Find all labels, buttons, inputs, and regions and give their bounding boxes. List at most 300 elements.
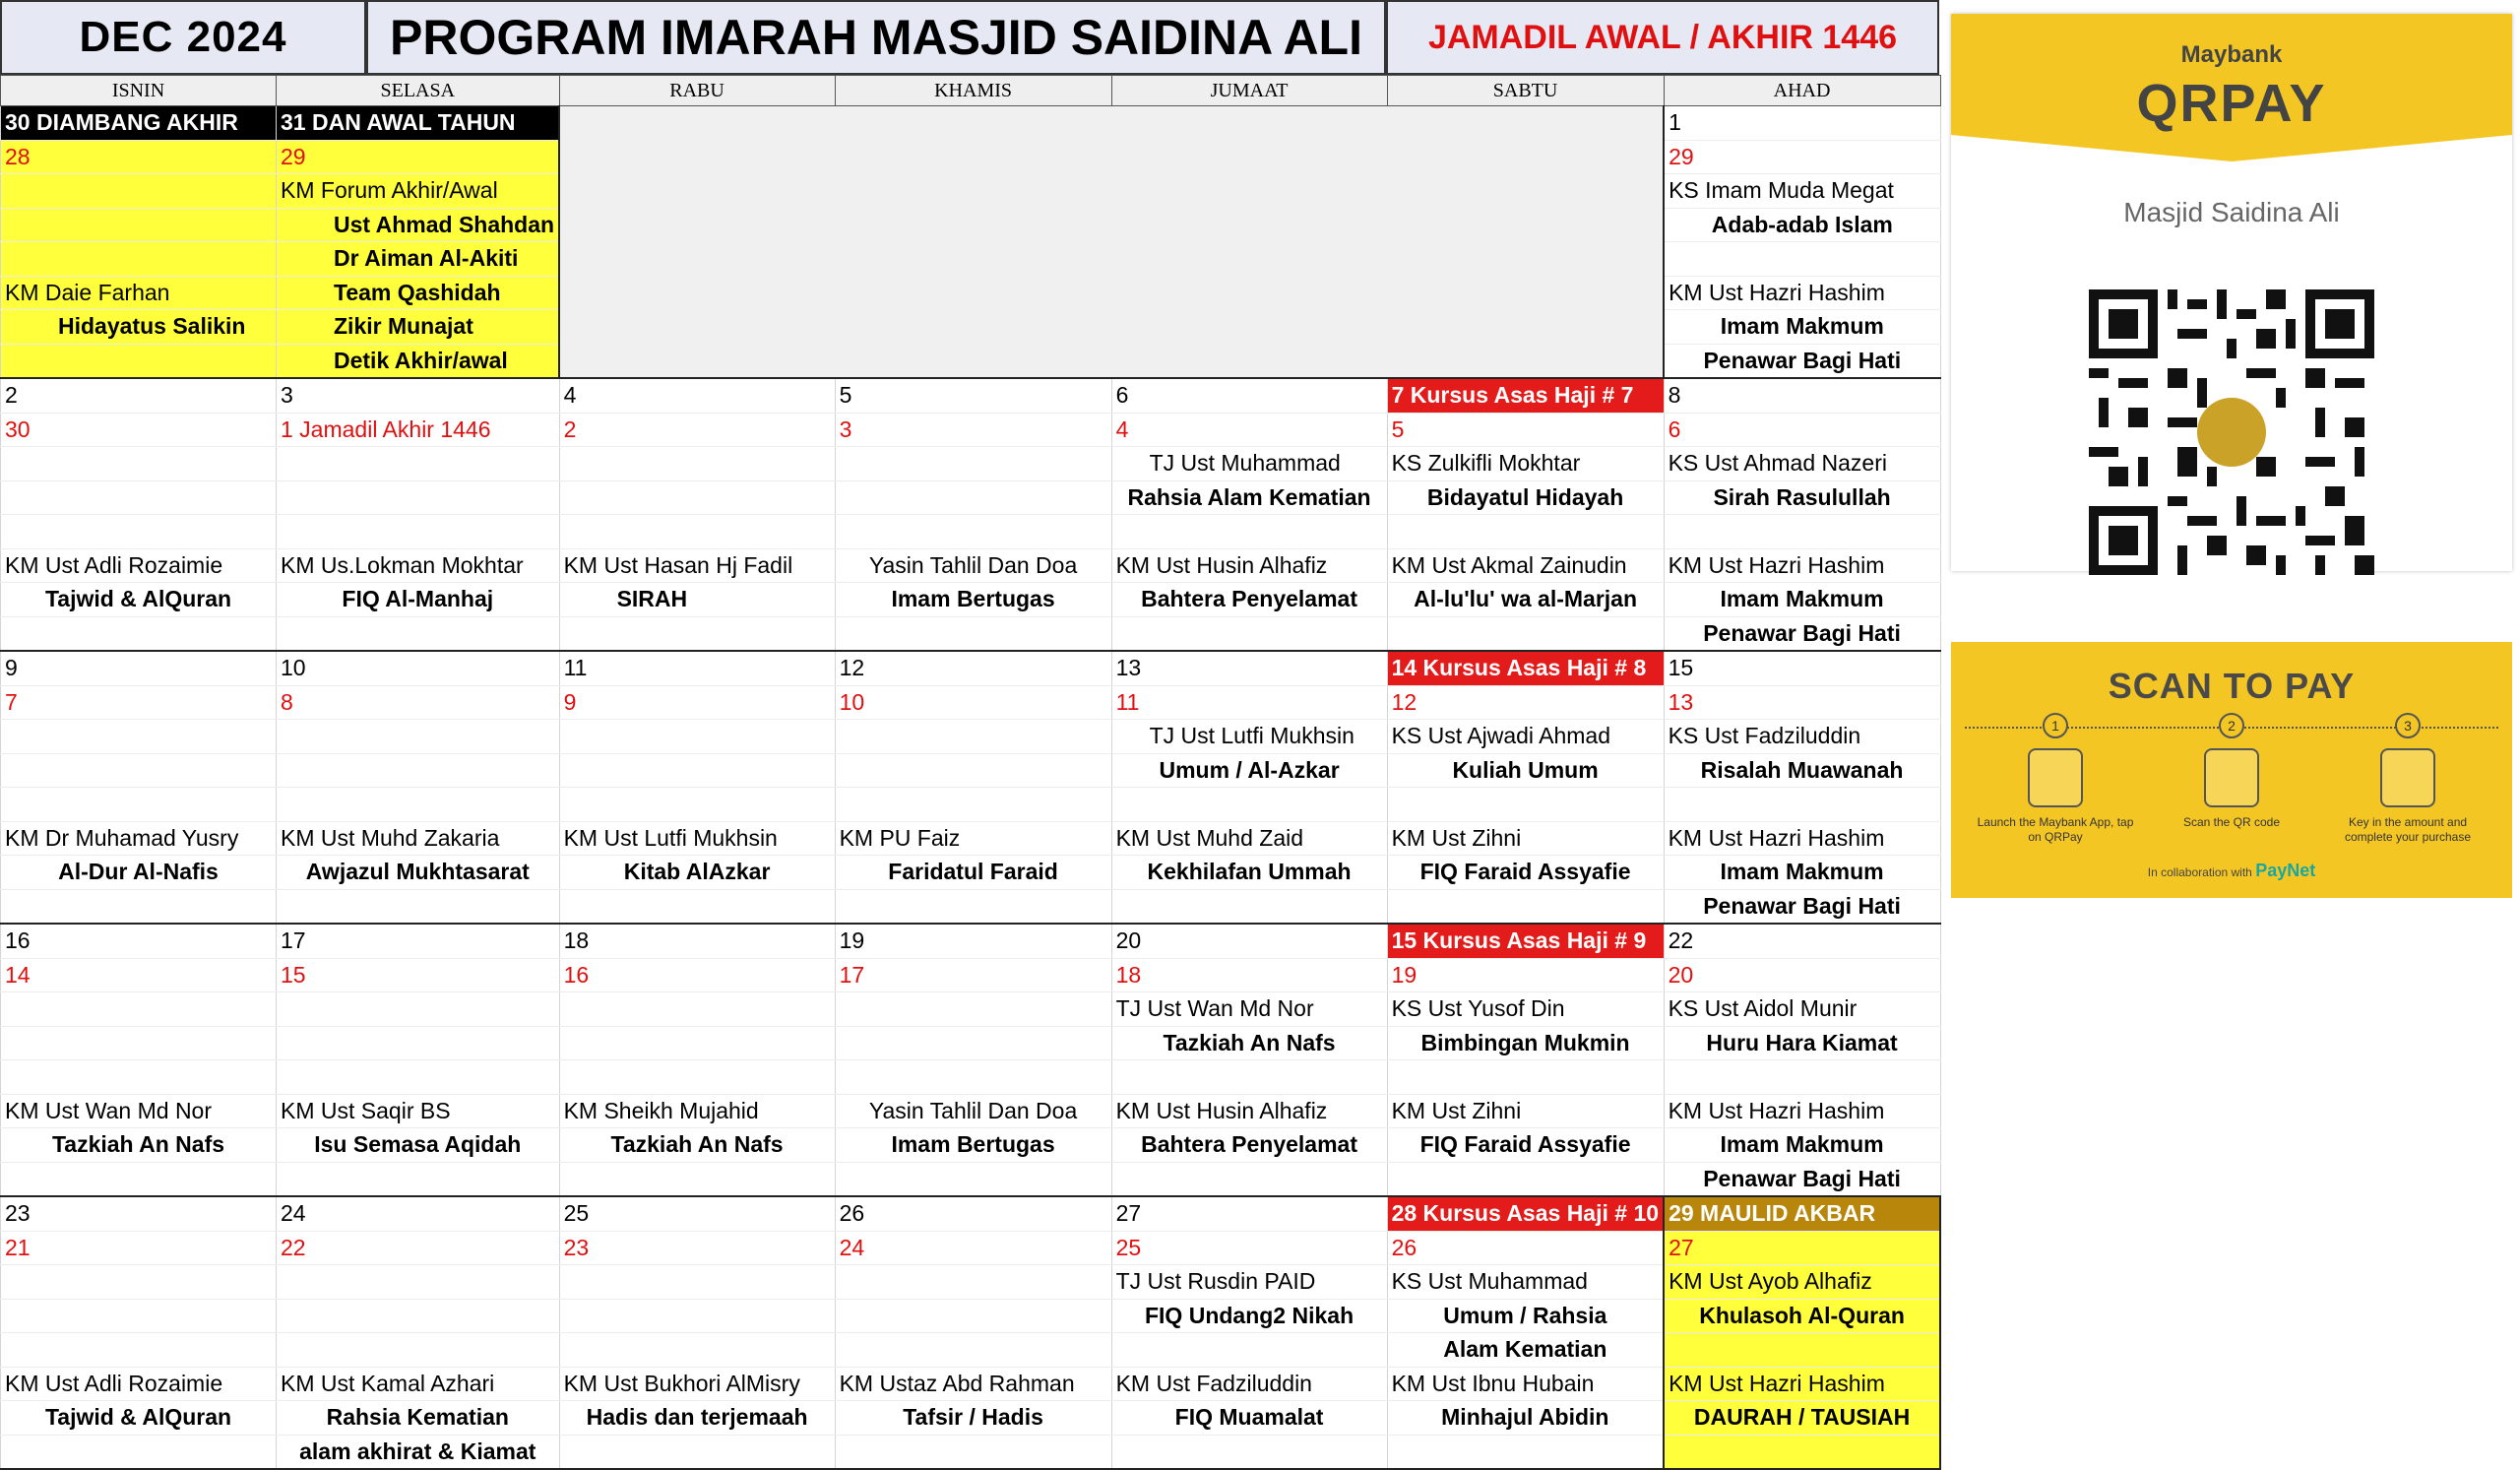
week-row <box>1 1333 1941 1368</box>
speaker-cell: KM Dr Muhamad Yusry <box>1 821 277 856</box>
week-row <box>1 924 1941 958</box>
event-cell <box>559 1299 835 1333</box>
event-cell <box>1 1060 277 1095</box>
speaker-cell: KM Ust Hazri Hashim <box>1664 1094 1940 1128</box>
event-cell <box>1664 242 1940 277</box>
step-1 <box>1977 713 2134 845</box>
hijri-date: 7 <box>1 685 277 720</box>
speaker-cell: KM Ust Kamal Azhari <box>277 1367 560 1401</box>
topic-cell: Imam Makmum <box>1664 1128 1940 1163</box>
speaker-cell: KM Ustaz Abd Rahman <box>835 1367 1111 1401</box>
topic-cell: Zikir Munajat <box>277 310 560 345</box>
event-cell <box>1664 515 1940 549</box>
event-cell <box>1 174 277 209</box>
step-text: Launch the Maybank App, tap on QRPay <box>1977 815 2134 844</box>
event-cell <box>277 1026 560 1060</box>
hijri-date: 18 <box>1111 958 1387 992</box>
event-cell <box>1111 1435 1387 1469</box>
week-row <box>1 1128 1941 1163</box>
date-cell: 16 <box>1 924 277 958</box>
date-cell: 13 <box>1111 651 1387 685</box>
event-cell <box>835 1333 1111 1368</box>
step-number: 1 <box>2043 713 2068 738</box>
week-row <box>1 548 1941 583</box>
date-cell: 17 <box>277 924 560 958</box>
hijri-date: 17 <box>835 958 1111 992</box>
event-cell <box>1 992 277 1027</box>
date-cell: 2 <box>1 378 277 413</box>
event-cell <box>559 1265 835 1300</box>
event-banner: 28 Kursus Asas Haji # 10 <box>1387 1196 1664 1231</box>
speaker-cell: KM Ust Zihni <box>1387 1094 1664 1128</box>
scan-to-pay-card <box>1951 642 2512 898</box>
hijri-date: 4 <box>1111 413 1387 447</box>
topic-cell: Bimbingan Mukmin <box>1387 1026 1664 1060</box>
empty-block <box>559 106 1664 379</box>
event-cell <box>277 753 560 788</box>
event-cell <box>559 1435 835 1469</box>
topic-cell: Isu Semasa Aqidah <box>277 1128 560 1163</box>
date-cell: 26 <box>835 1196 1111 1231</box>
topic-cell: Penawar Bagi Hati <box>1664 1162 1940 1196</box>
event-cell <box>835 1299 1111 1333</box>
topic-cell: Penawar Bagi Hati <box>1664 344 1940 378</box>
event-cell <box>1111 616 1387 651</box>
hijri-date: 28 <box>1 140 277 174</box>
topic-cell: alam akhirat & Kiamat <box>277 1435 560 1469</box>
hijri-date: 23 <box>559 1231 835 1265</box>
event-cell <box>1 720 277 754</box>
event-cell <box>1 889 277 924</box>
speaker-cell: TJ Ust Wan Md Nor <box>1111 992 1387 1027</box>
event-banner: 29 MAULID AKBAR <box>1664 1196 1940 1231</box>
event-cell <box>1 344 277 378</box>
event-cell <box>559 1162 835 1196</box>
hijri-date: 15 <box>277 958 560 992</box>
event-cell <box>559 480 835 515</box>
step-3 <box>2329 713 2487 845</box>
event-cell <box>1 447 277 481</box>
speaker-cell: KM Ust Bukhori AlMisry <box>559 1367 835 1401</box>
date-cell: 8 <box>1664 378 1940 413</box>
event-cell <box>277 889 560 924</box>
hijri-date: 9 <box>559 685 835 720</box>
event-cell <box>1664 1333 1940 1368</box>
event-cell <box>1 1299 277 1333</box>
event-cell <box>1111 1333 1387 1368</box>
week-row <box>1 1094 1941 1128</box>
week-row <box>1 1026 1941 1060</box>
event-cell <box>1664 788 1940 822</box>
event-cell <box>1 515 277 549</box>
event-cell <box>835 1265 1111 1300</box>
date-cell: 5 <box>835 378 1111 413</box>
event-cell <box>835 992 1111 1027</box>
speaker-cell: KM Ust Hasan Hj Fadil <box>559 548 835 583</box>
event-cell <box>1 1435 277 1469</box>
speaker-cell: KM Ust Zihni <box>1387 821 1664 856</box>
date-cell: 1 <box>1664 106 1940 141</box>
week-row <box>1 1196 1941 1231</box>
speaker-cell: KM Ust Adli Rozaimie <box>1 548 277 583</box>
speaker-cell: KM Ust Ibnu Hubain <box>1387 1367 1664 1401</box>
speaker-cell: KS Imam Muda Megat <box>1664 174 1940 209</box>
day-header-cell: 31 DAN AWAL TAHUN <box>277 106 560 141</box>
hijri-title: JAMADIL AWAL / AKHIR 1446 <box>1386 0 1939 75</box>
topic-cell: Kekhilafan Ummah <box>1111 856 1387 890</box>
event-banner: 14 Kursus Asas Haji # 8 <box>1387 651 1664 685</box>
hijri-date: 29 <box>277 140 560 174</box>
week-row <box>1 1265 1941 1300</box>
speaker-cell: KM Ust Adli Rozaimie <box>1 1367 277 1401</box>
day-header-cell: 30 DIAMBANG AKHIR <box>1 106 277 141</box>
topic-cell: Bidayatul Hidayah <box>1387 480 1664 515</box>
hijri-date: 25 <box>1111 1231 1387 1265</box>
event-cell <box>1 208 277 242</box>
hijri-date: 11 <box>1111 685 1387 720</box>
date-cell: 20 <box>1111 924 1387 958</box>
speaker-cell: TJ Ust Muhammad <box>1111 447 1387 481</box>
topic-cell: Team Qashidah <box>277 276 560 310</box>
event-cell <box>559 889 835 924</box>
event-cell <box>1111 1060 1387 1095</box>
event-cell <box>277 447 560 481</box>
hijri-date: 27 <box>1664 1231 1940 1265</box>
topic-cell: Alam Kematian <box>1387 1333 1664 1368</box>
hijri-date: 12 <box>1387 685 1664 720</box>
speaker-cell: KM Daie Farhan <box>1 276 277 310</box>
speaker-cell: KS Ust Yusof Din <box>1387 992 1664 1027</box>
event-cell <box>1387 515 1664 549</box>
event-cell <box>1387 788 1664 822</box>
step-text: Scan the QR code <box>2182 815 2281 829</box>
event-cell <box>1 1333 277 1368</box>
hijri-date: 26 <box>1387 1231 1664 1265</box>
event-cell <box>835 616 1111 651</box>
event-cell <box>277 788 560 822</box>
speaker-cell: KM Ust Muhd Zaid <box>1111 821 1387 856</box>
event-cell <box>1387 1162 1664 1196</box>
event-banner: 7 Kursus Asas Haji # 7 <box>1387 378 1664 413</box>
topic-cell: FIQ Al-Manhaj <box>277 583 560 617</box>
speaker-cell: KM Us.Lokman Mokhtar <box>277 548 560 583</box>
hijri-date: 3 <box>835 413 1111 447</box>
day-header-sabtu: SABTU <box>1387 76 1664 106</box>
hijri-date: 29 <box>1664 140 1940 174</box>
date-cell: 22 <box>1664 924 1940 958</box>
topic-cell: Dr Aiman Al-Akiti <box>277 242 560 277</box>
speaker-cell: KS Ust Muhammad <box>1387 1265 1664 1300</box>
event-cell <box>277 720 560 754</box>
speaker-cell: KM Ust Hazri Hashim <box>1664 821 1940 856</box>
event-cell <box>559 788 835 822</box>
week-row <box>1 1299 1941 1333</box>
speaker-cell: KS Ust Aidol Munir <box>1664 992 1940 1027</box>
date-cell: 9 <box>1 651 277 685</box>
event-cell <box>559 1333 835 1368</box>
date-cell: 4 <box>559 378 835 413</box>
week-row <box>1 1231 1941 1265</box>
event-cell <box>277 616 560 651</box>
speaker-cell: KS Ust Ahmad Nazeri <box>1664 447 1940 481</box>
date-cell: 19 <box>835 924 1111 958</box>
calendar-table <box>0 75 1941 1470</box>
event-cell <box>835 788 1111 822</box>
hijri-date: 22 <box>277 1231 560 1265</box>
hijri-date: 16 <box>559 958 835 992</box>
week-row <box>1 583 1941 617</box>
topic-cell: DAURAH / TAUSIAH <box>1664 1401 1940 1436</box>
speaker-cell: KS Ust Ajwadi Ahmad <box>1387 720 1664 754</box>
date-cell: 15 <box>1664 651 1940 685</box>
event-cell <box>559 753 835 788</box>
event-cell <box>1 616 277 651</box>
event-cell <box>1 788 277 822</box>
event-cell <box>277 480 560 515</box>
topic-cell: Tazkiah An Nafs <box>559 1128 835 1163</box>
topic-cell: FIQ Faraid Assyafie <box>1387 856 1664 890</box>
week-row <box>1 515 1941 549</box>
month-title: DEC 2024 <box>0 0 366 75</box>
event-cell <box>1 480 277 515</box>
topic-cell: Rahsia Alam Kematian <box>1111 480 1387 515</box>
date-cell: 10 <box>277 651 560 685</box>
event-cell <box>277 1265 560 1300</box>
week-row <box>1 616 1941 651</box>
step-text: Key in the amount and complete your purchase <box>2344 815 2472 844</box>
event-cell <box>1387 889 1664 924</box>
week-row <box>1 1367 1941 1401</box>
topic-cell: Adab-adab Islam <box>1664 208 1940 242</box>
topic-cell: Tajwid & AlQuran <box>1 1401 277 1436</box>
phone-app-icon <box>2028 748 2083 807</box>
speaker-cell: KM Ust Hazri Hashim <box>1664 276 1940 310</box>
speaker-cell: KM Forum Akhir/Awal <box>277 174 560 209</box>
week-row <box>1 447 1941 481</box>
topic-cell: Imam Makmum <box>1664 583 1940 617</box>
topic-cell: SIRAH <box>559 583 835 617</box>
speaker-cell: Yasin Tahlil Dan Doa <box>835 1094 1111 1128</box>
hijri-date: 10 <box>835 685 1111 720</box>
week-row <box>1 106 1941 141</box>
event-cell <box>1664 1435 1940 1469</box>
event-cell <box>835 515 1111 549</box>
speaker-cell: TJ Ust Rusdin PAID <box>1111 1265 1387 1300</box>
day-header-isnin: ISNIN <box>1 76 277 106</box>
topic-cell: Tajwid & AlQuran <box>1 583 277 617</box>
speaker-cell: KM PU Faiz <box>835 821 1111 856</box>
topic-cell: Penawar Bagi Hati <box>1664 616 1940 651</box>
event-cell <box>1387 1435 1664 1469</box>
event-cell <box>1111 515 1387 549</box>
speaker-cell: KM Ust Husin Alhafiz <box>1111 1094 1387 1128</box>
step-number: 3 <box>2395 713 2421 738</box>
week-row <box>1 720 1941 754</box>
event-cell <box>1387 1060 1664 1095</box>
hijri-date: 13 <box>1664 685 1940 720</box>
step-2 <box>2153 713 2310 830</box>
topic-cell: Bahtera Penyelamat <box>1111 583 1387 617</box>
weekday-header-row <box>1 76 1941 106</box>
date-cell: 6 <box>1111 378 1387 413</box>
event-cell <box>559 616 835 651</box>
scan-qr-icon <box>2204 748 2259 807</box>
event-cell <box>1387 616 1664 651</box>
paynet-logo: PayNet <box>2255 861 2316 880</box>
date-cell: 25 <box>559 1196 835 1231</box>
speaker-cell: KM Ust Hazri Hashim <box>1664 548 1940 583</box>
hijri-date: 14 <box>1 958 277 992</box>
topic-cell: Imam Bertugas <box>835 1128 1111 1163</box>
topic-cell: Khulasoh Al-Quran <box>1664 1299 1940 1333</box>
speaker-cell: KM Ust Lutfi Mukhsin <box>559 821 835 856</box>
date-cell: 12 <box>835 651 1111 685</box>
topic-cell: Kitab AlAzkar <box>559 856 835 890</box>
week-row <box>1 378 1941 413</box>
speaker-cell: KS Zulkifli Mokhtar <box>1387 447 1664 481</box>
keypad-icon <box>2380 748 2435 807</box>
hijri-date: 1 Jamadil Akhir 1446 <box>277 413 560 447</box>
merchant-name: Masjid Saidina Ali <box>2123 197 2340 227</box>
event-cell <box>277 515 560 549</box>
hijri-date: 19 <box>1387 958 1664 992</box>
week-row <box>1 856 1941 890</box>
topic-cell: Tazkiah An Nafs <box>1 1128 277 1163</box>
topic-cell: Al-Dur Al-Nafis <box>1 856 277 890</box>
topic-cell: Umum / Rahsia <box>1387 1299 1664 1333</box>
speaker-cell: KM Ust Fadziluddin <box>1111 1367 1387 1401</box>
event-cell <box>1111 788 1387 822</box>
topic-cell: Umum / Al-Azkar <box>1111 753 1387 788</box>
event-cell <box>835 1026 1111 1060</box>
event-cell <box>1 753 277 788</box>
hijri-date: 30 <box>1 413 277 447</box>
topic-cell: Detik Akhir/awal <box>277 344 560 378</box>
day-header-jumaat: JUMAAT <box>1111 76 1387 106</box>
topic-cell: Al-lu'lu' wa al-Marjan <box>1387 583 1664 617</box>
topic-cell: Huru Hara Kiamat <box>1664 1026 1940 1060</box>
topic-cell: Sirah Rasulullah <box>1664 480 1940 515</box>
event-cell <box>559 1026 835 1060</box>
event-cell <box>835 720 1111 754</box>
topic-cell: Penawar Bagi Hati <box>1664 889 1940 924</box>
step-number: 2 <box>2219 713 2244 738</box>
week-row <box>1 958 1941 992</box>
week-row <box>1 1435 1941 1469</box>
event-cell <box>277 1299 560 1333</box>
event-cell <box>835 1060 1111 1095</box>
topic-cell: Rahsia Kematian <box>277 1401 560 1436</box>
week-row <box>1 992 1941 1027</box>
event-cell <box>835 1162 1111 1196</box>
maybank-logo: Maybank <box>2180 41 2283 68</box>
date-cell: 27 <box>1111 1196 1387 1231</box>
topic-cell: Ust Ahmad Shahdan <box>277 208 560 242</box>
speaker-cell: KM Ust Muhd Zakaria <box>277 821 560 856</box>
event-cell <box>559 720 835 754</box>
collaboration-note <box>1951 861 2512 881</box>
event-cell <box>835 447 1111 481</box>
topic-cell: Risalah Muawanah <box>1664 753 1940 788</box>
hijri-date: 8 <box>277 685 560 720</box>
event-cell <box>835 753 1111 788</box>
speaker-cell: KM Ust Wan Md Nor <box>1 1094 277 1128</box>
speaker-cell: KM Ust Ayob Alhafiz <box>1664 1265 1940 1300</box>
date-cell: 18 <box>559 924 835 958</box>
topic-cell: FIQ Faraid Assyafie <box>1387 1128 1664 1163</box>
date-cell: 24 <box>277 1196 560 1231</box>
week-row <box>1 889 1941 924</box>
event-cell <box>835 1435 1111 1469</box>
event-cell <box>835 480 1111 515</box>
speaker-cell: KM Ust Akmal Zainudin <box>1387 548 1664 583</box>
hijri-date: 21 <box>1 1231 277 1265</box>
speaker-cell: KM Ust Husin Alhafiz <box>1111 548 1387 583</box>
collab-label: In collaboration with <box>2147 865 2252 879</box>
event-cell <box>277 1060 560 1095</box>
date-cell: 3 <box>277 378 560 413</box>
topic-cell: Bahtera Penyelamat <box>1111 1128 1387 1163</box>
hijri-date: 5 <box>1387 413 1664 447</box>
event-cell <box>559 992 835 1027</box>
event-banner: 15 Kursus Asas Haji # 9 <box>1387 924 1664 958</box>
topic-cell: Minhajul Abidin <box>1387 1401 1664 1436</box>
event-cell <box>1 1265 277 1300</box>
qrpay-logo: QRPAY <box>2136 74 2327 133</box>
event-cell <box>1111 889 1387 924</box>
topic-cell: Tafsir / Hadis <box>835 1401 1111 1436</box>
speaker-cell: KM Sheikh Mujahid <box>559 1094 835 1128</box>
scan-title: SCAN TO PAY <box>2108 666 2356 706</box>
speaker-cell: KM Ust Hazri Hashim <box>1664 1367 1940 1401</box>
speaker-cell: Yasin Tahlil Dan Doa <box>835 548 1111 583</box>
week-row <box>1 753 1941 788</box>
week-row <box>1 413 1941 447</box>
day-header-khamis: KHAMIS <box>835 76 1111 106</box>
topic-cell: FIQ Undang2 Nikah <box>1111 1299 1387 1333</box>
topic-cell: Hadis dan terjemaah <box>559 1401 835 1436</box>
event-cell <box>277 992 560 1027</box>
hijri-date: 20 <box>1664 958 1940 992</box>
date-cell: 11 <box>559 651 835 685</box>
week-row <box>1 1060 1941 1095</box>
speaker-cell: KM Ust Saqir BS <box>277 1094 560 1128</box>
event-cell <box>277 1162 560 1196</box>
hijri-date: 2 <box>559 413 835 447</box>
topic-cell: Hidayatus Salikin <box>1 310 277 345</box>
topic-cell: Imam Makmum <box>1664 310 1940 345</box>
day-header-ahad: AHAD <box>1664 76 1940 106</box>
program-title: PROGRAM IMARAH MASJID SAIDINA ALI <box>366 0 1386 75</box>
week-row <box>1 480 1941 515</box>
topic-cell: Tazkiah An Nafs <box>1111 1026 1387 1060</box>
hijri-date: 24 <box>835 1231 1111 1265</box>
event-cell <box>1664 1060 1940 1095</box>
hijri-date: 6 <box>1664 413 1940 447</box>
topic-cell: FIQ Muamalat <box>1111 1401 1387 1436</box>
week-row <box>1 685 1941 720</box>
qr-code-icon[interactable] <box>2089 289 2374 575</box>
event-cell <box>559 1060 835 1095</box>
event-cell <box>277 1333 560 1368</box>
week-row <box>1 651 1941 685</box>
event-cell <box>1 1026 277 1060</box>
date-cell: 23 <box>1 1196 277 1231</box>
speaker-cell: KS Ust Fadziluddin <box>1664 720 1940 754</box>
event-cell <box>559 515 835 549</box>
event-cell <box>835 889 1111 924</box>
event-cell <box>559 447 835 481</box>
